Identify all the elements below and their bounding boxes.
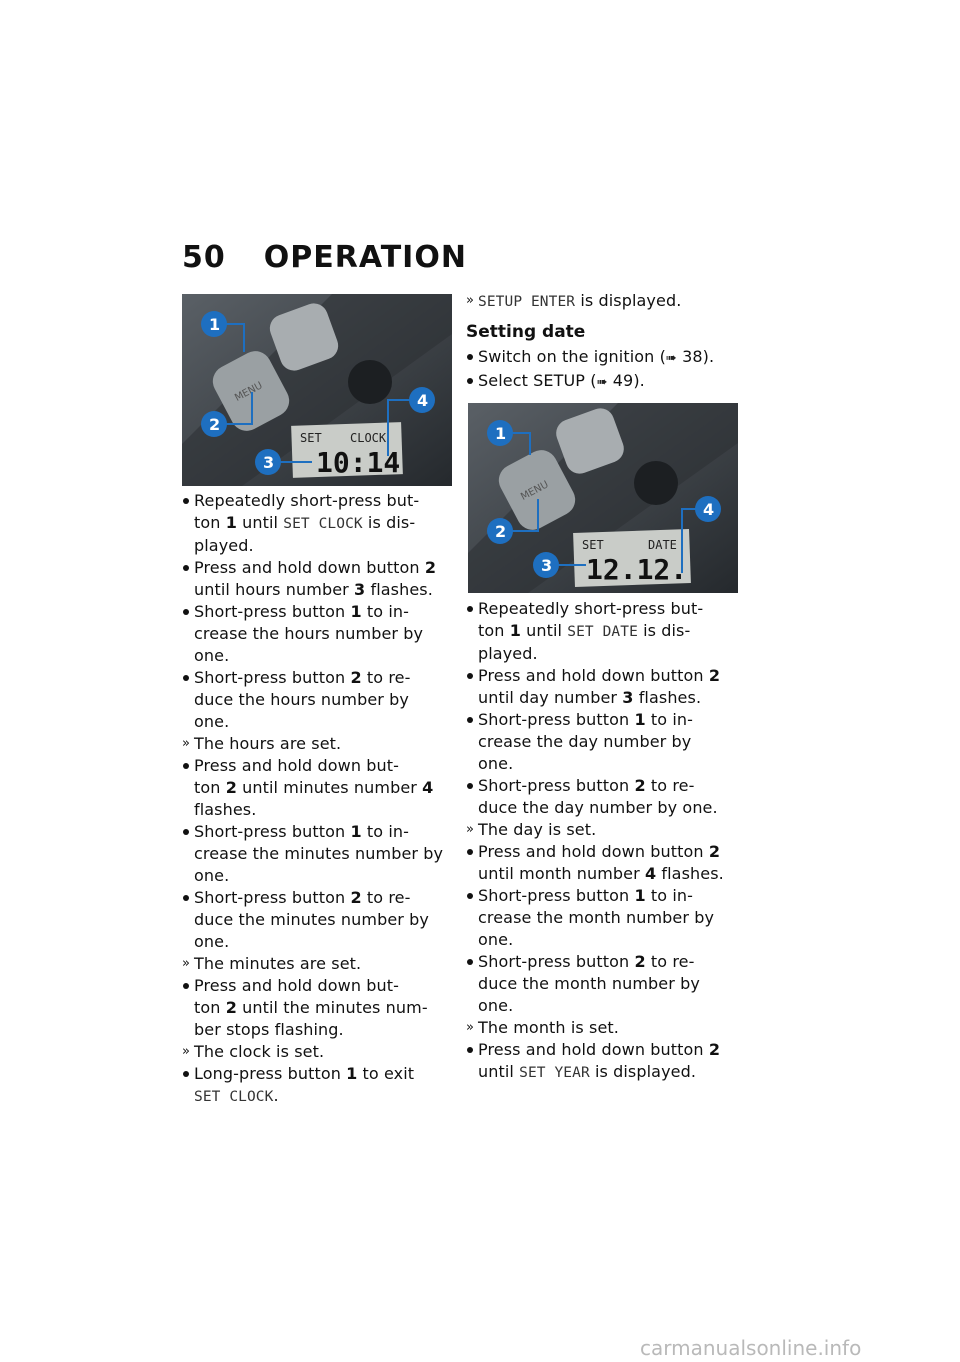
text-run: Press and hold down but- [194, 976, 400, 995]
instruction-continuation [466, 863, 746, 885]
right-instructions [466, 598, 746, 1084]
text-run: Short-press button [478, 710, 635, 729]
instruction-step [182, 1063, 454, 1085]
instruction-continuation [182, 579, 454, 601]
text-run: until day number [478, 688, 623, 707]
instruction-continuation [182, 535, 454, 557]
text-run: one. [478, 930, 514, 949]
instruction-step [466, 370, 746, 394]
text-run: ton [194, 513, 226, 532]
section-heading-setting-date: Setting date [466, 322, 586, 342]
text-run: is displayed. [589, 1062, 697, 1081]
instruction-continuation [466, 929, 746, 951]
instruction-step [466, 885, 746, 907]
text-run: Short-press button [478, 952, 635, 971]
text-run: until month number [478, 864, 645, 883]
text-run: ton [194, 998, 226, 1017]
page-title: OPERATION [263, 240, 467, 275]
text-run: 2 [708, 666, 721, 685]
instruction-step [466, 709, 746, 731]
text-run: 2 [634, 952, 646, 971]
text-run: 2 [424, 558, 437, 577]
text-run: to exit [357, 1064, 415, 1083]
text-run: The day is set. [478, 820, 597, 839]
text-run: to in- [645, 710, 693, 729]
text-run: is dis- [637, 621, 691, 640]
handlebar-control-photo [182, 294, 452, 486]
text-run: duce the day number by one. [478, 798, 718, 817]
left-instructions [182, 490, 454, 1108]
instruction-step [182, 667, 454, 689]
text-run: 1 [634, 710, 646, 729]
instruction-continuation [182, 997, 454, 1019]
text-run: 2 [634, 776, 646, 795]
text-run: one. [194, 646, 230, 665]
text-run: to re- [645, 776, 695, 795]
callout-3 [533, 552, 559, 578]
display-text: SET CLOCK [283, 516, 363, 532]
instruction-step [466, 951, 746, 973]
text-run: ber stops flashing. [194, 1020, 344, 1039]
text-run: to re- [645, 952, 695, 971]
figure-set-date [468, 403, 738, 593]
text-run: is dis- [362, 513, 416, 532]
result-line [182, 1041, 454, 1063]
text-run: Press and hold down button [478, 1040, 709, 1059]
text-run: to re- [361, 888, 411, 907]
instruction-continuation [182, 689, 454, 711]
instruction-continuation [182, 865, 454, 887]
instruction-continuation [466, 973, 746, 995]
text-run: 4 [422, 778, 434, 797]
result-line [466, 819, 746, 841]
instruction-step [182, 975, 454, 997]
text-run: to re- [361, 668, 411, 687]
text-run: The month is set. [478, 1018, 619, 1037]
text-run: 2 [350, 888, 362, 907]
text-run: Short-press button [478, 886, 635, 905]
text-run: Select SETUP ( [478, 371, 597, 390]
text-run: played. [194, 536, 254, 555]
lcd-main: 12.12. [586, 553, 688, 586]
text-run: one. [194, 866, 230, 885]
text-run: to in- [645, 886, 693, 905]
text-run: until [520, 621, 568, 640]
instruction-continuation [182, 512, 454, 535]
text-run: Press and hold down button [194, 558, 425, 577]
text-run: The hours are set. [194, 734, 342, 753]
text-run: ton [478, 621, 510, 640]
instruction-continuation [182, 909, 454, 931]
watermark: carmanualsonline.info [640, 1336, 862, 1360]
text-run: 49). [607, 371, 645, 390]
text-run: 1 [634, 886, 646, 905]
callout-3 [255, 449, 281, 475]
text-run: The clock is set. [194, 1042, 325, 1061]
result-arrow-icon: » [466, 293, 475, 308]
text-run: until minutes number [236, 778, 423, 797]
callout-2 [487, 518, 513, 544]
text-run: played. [478, 644, 538, 663]
text-run: 2 [708, 1040, 721, 1059]
instruction-continuation [466, 687, 746, 709]
result-arrow-icon: » [466, 1020, 475, 1035]
text-run: crease the day number by [478, 732, 692, 751]
lcd-top-left: SET [582, 538, 604, 552]
callout-1 [201, 311, 227, 337]
svg-text:2: 2 [209, 415, 221, 434]
text-run: until [478, 1062, 520, 1081]
svg-text:1: 1 [495, 424, 507, 443]
text-run: until [236, 513, 284, 532]
svg-text:2: 2 [495, 522, 507, 541]
instruction-step [182, 755, 454, 777]
instruction-continuation [466, 731, 746, 753]
result-arrow-icon: » [182, 736, 191, 751]
handlebar-control-photo [468, 403, 738, 593]
result-arrow-icon: » [182, 1044, 191, 1059]
display-text: SETUP ENTER [478, 294, 576, 310]
instruction-continuation [182, 843, 454, 865]
text-run: 1 [225, 513, 237, 532]
instruction-continuation [466, 753, 746, 775]
text-run: 4 [644, 864, 657, 883]
text-run: Short-press button [194, 668, 351, 687]
callout-4 [409, 387, 435, 413]
instruction-continuation [182, 1019, 454, 1041]
text-run: Repeatedly short-press but- [478, 599, 704, 618]
instruction-continuation [466, 620, 746, 643]
text-run: one. [194, 712, 230, 731]
svg-text:4: 4 [417, 391, 429, 410]
instruction-continuation [182, 623, 454, 645]
text-run: flashes. [656, 864, 724, 883]
text-run: Repeatedly short-press but- [194, 491, 420, 510]
text-run: Long-press button [194, 1064, 347, 1083]
lcd-top-right: DATE [648, 538, 677, 552]
instruction-continuation [182, 931, 454, 953]
result-arrow-icon: » [466, 822, 475, 837]
text-run: 1 [350, 602, 362, 621]
text-run: one. [478, 754, 514, 773]
text-run: is displayed. [575, 291, 682, 310]
instruction-continuation [466, 797, 746, 819]
figure-set-clock [182, 294, 452, 486]
text-run: 2 [350, 668, 362, 687]
instruction-continuation [182, 1085, 454, 1108]
callout-1 [487, 420, 513, 446]
page-ref-arrow-icon: ➠ [665, 351, 677, 366]
text-run: to in- [361, 602, 409, 621]
text-run: crease the month number by [478, 908, 715, 927]
text-run: duce the hours number by [194, 690, 409, 709]
text-run: duce the minutes number by [194, 910, 429, 929]
text-run: until hours number [194, 580, 355, 599]
svg-text:3: 3 [541, 556, 553, 575]
instruction-step [466, 665, 746, 687]
instruction-step [182, 601, 454, 623]
instruction-continuation [466, 907, 746, 929]
text-run: 38). [676, 347, 715, 366]
text-run: to in- [361, 822, 409, 841]
instruction-continuation [466, 995, 746, 1017]
display-text: SET DATE [567, 624, 638, 640]
instruction-step [466, 598, 746, 620]
text-run: until the minutes num- [236, 998, 428, 1017]
text-run: . [273, 1086, 279, 1105]
text-run: Press and hold down button [478, 666, 709, 685]
instruction-continuation [182, 799, 454, 821]
text-run: 1 [509, 621, 521, 640]
instruction-step [466, 346, 746, 370]
text-run: Short-press button [194, 822, 351, 841]
right-intro [466, 290, 746, 313]
instruction-step [466, 1039, 746, 1061]
instruction-step [182, 490, 454, 512]
text-run: flashes. [365, 580, 433, 599]
text-run: Press and hold down but- [194, 756, 400, 775]
text-run: Switch on the ignition ( [478, 347, 666, 366]
text-run: Short-press button [478, 776, 635, 795]
display-text: SET YEAR [519, 1065, 590, 1081]
page-header [182, 240, 467, 275]
page-ref-arrow-icon: ➠ [596, 375, 608, 390]
callout-4 [695, 496, 721, 522]
text-run: The minutes are set. [194, 954, 362, 973]
instruction-step [182, 887, 454, 909]
svg-text:4: 4 [703, 500, 715, 519]
text-run: duce the month number by [478, 974, 700, 993]
page-number: 50 [182, 240, 226, 275]
lcd-main: 10:14 [316, 446, 401, 479]
text-run: 3 [354, 580, 366, 599]
instruction-continuation [466, 1061, 746, 1084]
text-run: Short-press button [194, 888, 351, 907]
menu-label: MENU [519, 479, 551, 503]
display-text: SET CLOCK [194, 1089, 274, 1105]
text-run: Short-press button [194, 602, 351, 621]
lcd-top-right: CLOCK [350, 431, 387, 445]
text-run: 2 [708, 842, 721, 861]
right-pre-steps [466, 346, 746, 394]
text-run: ton [194, 778, 226, 797]
text-run: crease the minutes number by [194, 844, 444, 863]
instruction-step [466, 841, 746, 863]
text-run: 2 [225, 778, 237, 797]
text-run: flashes. [194, 800, 257, 819]
menu-label: MENU [233, 380, 265, 404]
result-line [182, 733, 454, 755]
text-run: 2 [225, 998, 237, 1017]
result-line [466, 290, 746, 313]
svg-text:1: 1 [209, 315, 221, 334]
text-run: 1 [350, 822, 362, 841]
instruction-continuation [182, 645, 454, 667]
text-run: one. [478, 996, 514, 1015]
result-line [466, 1017, 746, 1039]
instruction-step [182, 557, 454, 579]
text-run: one. [194, 932, 230, 951]
svg-text:3: 3 [263, 453, 275, 472]
instruction-step [466, 775, 746, 797]
result-line [182, 953, 454, 975]
instruction-continuation [466, 643, 746, 665]
instruction-continuation [182, 711, 454, 733]
callout-2 [201, 411, 227, 437]
lcd-top-left: SET [300, 431, 322, 445]
result-arrow-icon: » [182, 956, 191, 971]
instruction-continuation [182, 777, 454, 799]
text-run: 1 [346, 1064, 358, 1083]
instruction-step [182, 821, 454, 843]
text-run: flashes. [633, 688, 702, 707]
text-run: crease the hours number by [194, 624, 424, 643]
text-run: Press and hold down button [478, 842, 709, 861]
text-run: 3 [622, 688, 634, 707]
